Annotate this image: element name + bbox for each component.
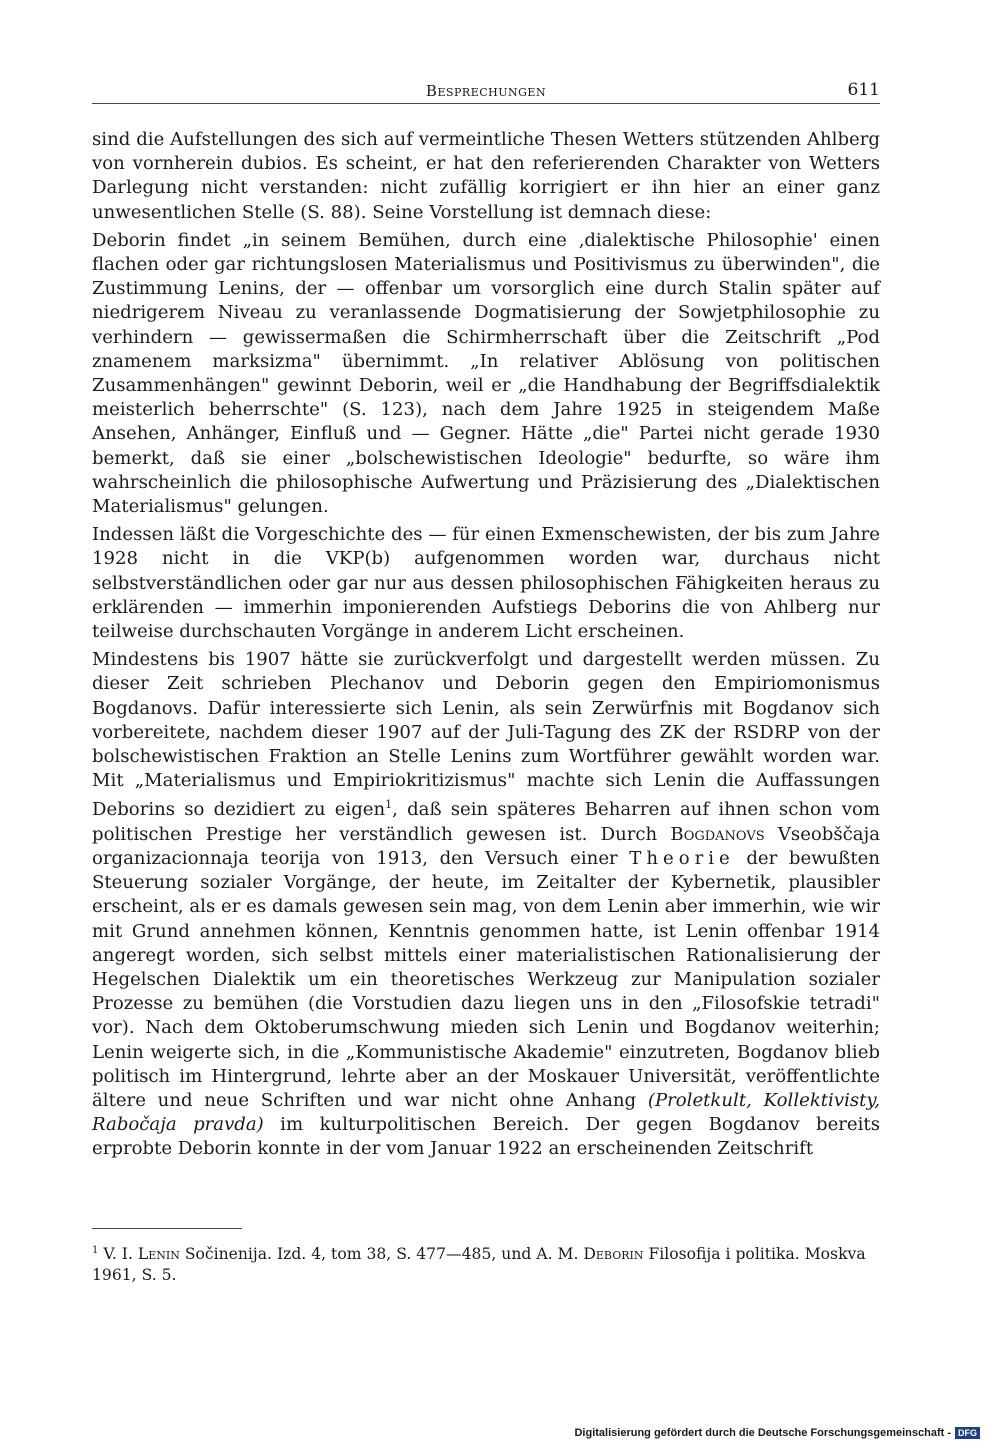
- footnote-number: 1: [92, 1245, 99, 1256]
- paragraph-1: sind die Aufstellungen des sich auf vermeintliche Thesen Wetters stützenden Ahlberg von vornherein dubios. Es scheint, er hat den referierenden Charakter von Wetters Darlegung nicht verstanden: nicht zufällig korrigiert er ihn hier an einer ganz unwesentlichen Stelle (S. 88). Seine Vorstellung ist demnach diese:: [92, 129, 880, 223]
- paragraph-2: Deborin findet „in seinem Bemühen, durch eine ‚dialektische Philosophie' einen flachen oder gar richtungslosen Materialismus und Positivismus zu überwinden", die Zustimmung Lenins, der — offenbar um vorsorglich eine durch Stalin später auf niedrigerem Niveau zu veranlassende Dogmatisierung der Sowjetphilosophie zu verhindern — gewissermaßen die Schirmherrschaft über die Zeitschrift „Pod znamenem marksizma" übernimmt. „In relativer Ablösung von politischen Zusammenhängen" gewinnt Deborin, weil er „die Handhabung der Begriffsdialektik meisterlich beherrschte" (S. 123), nach dem Jahre 1925 in steigendem Maße Ansehen, Anhänger, Einfluß und — Gegner. Hätte „die" Partei nicht gerade 1930 bemerkt, daß sie einer „bolschewistischen Ideologie" bedurfte, so wäre ihm wahrscheinlich die philosophische Aufwertung und Präzisierung des „Dialektischen Materialismus" gelungen.: [92, 229, 880, 518]
- italic-publications: (Proletkult, Kollektivisty, Rabočaja pravda): [92, 1089, 880, 1136]
- header-rule: [92, 103, 880, 104]
- paragraph-3: Indessen läßt die Vorgeschichte des — für einen Exmenschewisten, der bis zum Jahre 1928 nicht in die VKP(b) aufgenommen worden war, durchaus nicht selbstverständlichen oder gar nur aus dessen philosophischen Fähigkeiten heraus zu erklärenden — immerhin imponierenden Aufstiegs Deborins die von Ahlberg nur teilweise durchschauten Vorgänge in anderem Licht erscheinen.: [92, 524, 880, 643]
- dfg-logo: DFG: [955, 1427, 980, 1439]
- footnote-reference: 1: [385, 798, 393, 812]
- footnote: [92, 1240, 892, 1286]
- body-text: [92, 128, 880, 1162]
- digitization-credit: [574, 1427, 980, 1439]
- paragraph-4-part-b: , daß sein späteres Beharren auf ihnen schon vom politischen Prestige her verständlich gewesen ist. Durch: [92, 799, 880, 845]
- spaced-word-theorie: Theorie: [629, 847, 735, 869]
- credit-text: Digitalisierung gefördert durch die Deutsche Forschungsgemeinschaft -: [574, 1427, 951, 1439]
- footnote-author-lenin: V. I. Lenin: [103, 1245, 180, 1264]
- paragraph-4-part-d: der bewußten Steuerung sozialer Vorgänge, der heute, im Zeitalter der Kybernetik, plausibler erscheint, als er es damals gewesen sein mag, von dem Lenin aber immerhin, wie wir mit Grund annehmen können, Kenntnis genommen hatte, ist Lenin offenbar 1914 angeregt worden, sich selbst mittels einer materialistischen Rationalisierung der Hegelschen Dialektik um ein theoretisches Werkzeug zur Manipulation sozialer Prozesse zu bemühen (die Vorstudien dazu liegen uns in den „Filosofskie tetradi" vor). Nach dem Oktoberumschwung mieden sich Lenin und Bogdanov weiterhin; Lenin weigerte sich, in die „Kommunistische Akademie" einzutreten, Bogdanov blieb politisch im Hintergrund, lehrte aber an der Moskauer Universität, veröffentlichte ältere und neue Schriften und war nicht ohne Anhang: [92, 847, 881, 1111]
- footnote-text-2: Filosofija i politika. Moskva 1961, S. 5.: [92, 1245, 866, 1285]
- footnote-author-deborin: A. M. Deborin: [536, 1245, 644, 1264]
- paragraph-4: [92, 648, 880, 1161]
- author-name-bogdanov: Bogdanovs: [670, 823, 765, 845]
- footnote-text-1: Sočinenija. Izd. 4, tom 38, S. 477—485, und: [179, 1245, 537, 1264]
- running-header: [92, 76, 880, 106]
- header-title: Besprechungen: [425, 82, 547, 100]
- paragraph-4-part-c: Vseobščaja organizacionnaja teorija von 1913, den Versuch einer: [92, 823, 880, 869]
- footnote-rule: [92, 1228, 242, 1229]
- paragraph-4-part-e: im kulturpolitischen Bereich. Der gegen Bogdanov bereits erprobte Deborin konnte in der vom Januar 1922 an erscheinenden Zeitschrift: [92, 1114, 880, 1160]
- paragraph-4-part-a: Mindestens bis 1907 hätte sie zurückverfolgt und dargestellt werden müssen. Zu dieser Zeit schrieben Plechanov und Deborin gegen den Empiriomonismus Bogdanovs. Dafür interessierte sich Lenin, als sein Zerwürfnis mit Bogdanov sich vorbereitete, nachdem dieser 1907 auf der Juli-Tagung des ZK der RSDRP von der bolschewistischen Fraktion an Stelle Lenins zum Wortführer gewählt worden war. Mit „Materialismus und Empiriokritizismus" machte sich Lenin die Auffassungen Deborins so dezidiert zu eigen: [92, 649, 880, 821]
- page-number: 611: [847, 80, 880, 100]
